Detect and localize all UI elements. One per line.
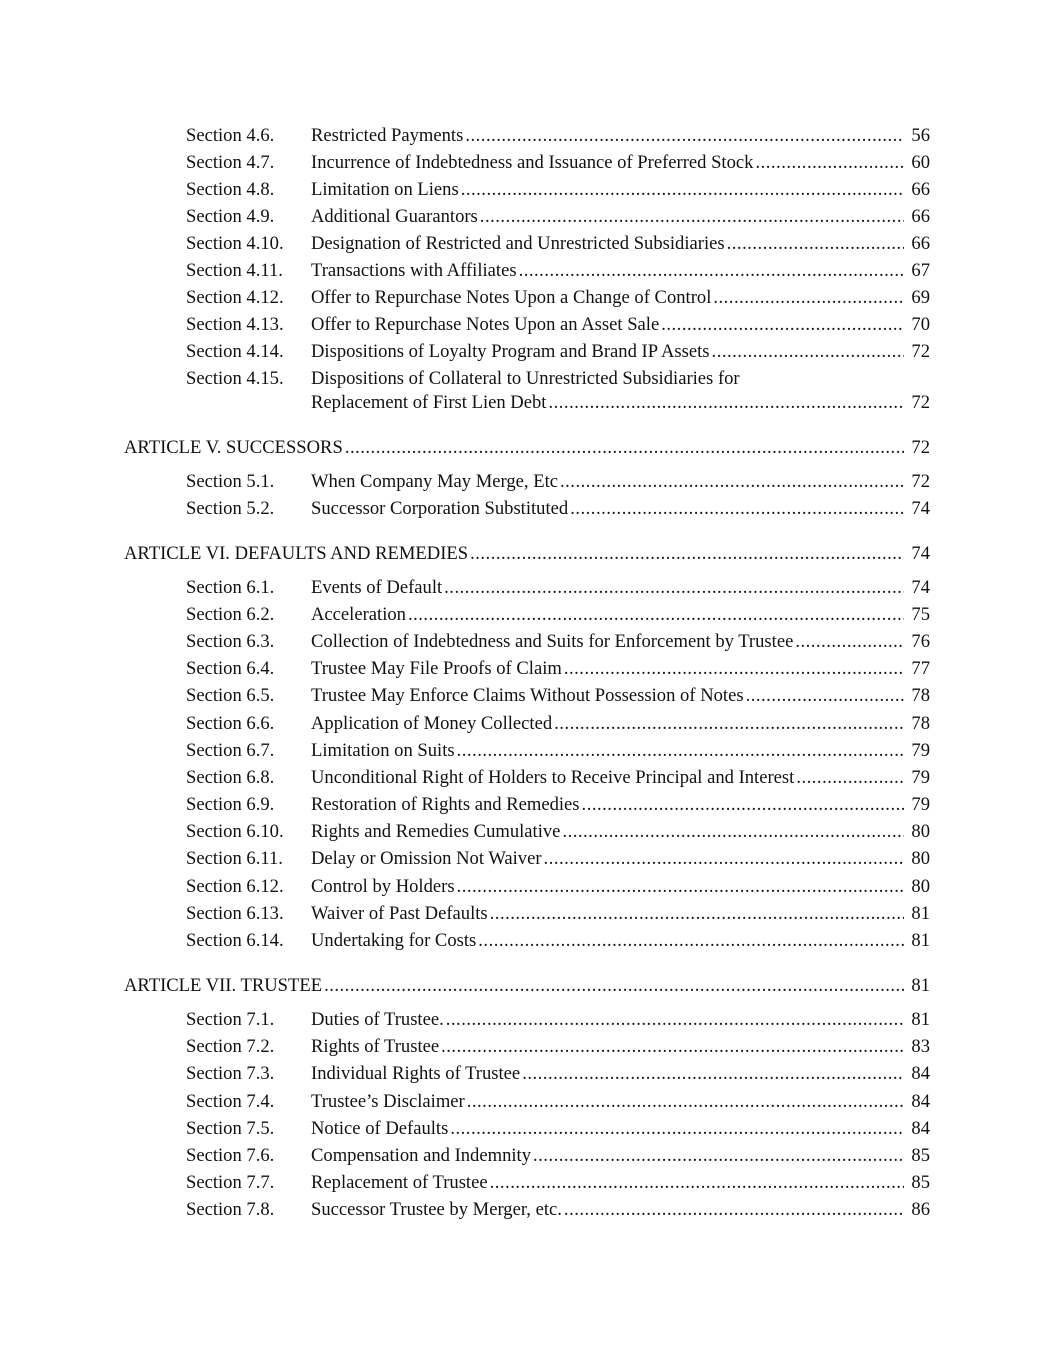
section-title: Acceleration [311, 604, 406, 625]
toc-entry[interactable] [0, 630, 1055, 654]
page-number: 78 [904, 684, 930, 708]
page-number: 70 [904, 313, 930, 337]
toc-entry[interactable] [0, 684, 1055, 708]
toc-entry[interactable] [0, 232, 1055, 256]
page-number: 60 [904, 151, 930, 175]
page-number: 79 [904, 739, 930, 763]
toc-entry[interactable] [0, 712, 1055, 736]
toc-entry[interactable] [0, 1090, 1055, 1114]
section-number: Section 4.8. [186, 179, 275, 200]
dot-leader [548, 391, 930, 415]
section-number: Section 7.5. [186, 1118, 275, 1139]
dot-leader [444, 576, 930, 600]
page-number: 81 [904, 1008, 930, 1032]
article-title: ARTICLE V. SUCCESSORS [124, 437, 343, 458]
section-number: Section 4.15. [186, 368, 284, 389]
section-number: Section 6.1. [186, 577, 275, 598]
section-number: Section 6.2. [186, 604, 275, 625]
section-title: Trustee’s Disclaimer [311, 1091, 465, 1112]
toc-entry[interactable] [0, 902, 1055, 926]
section-title: Successor Corporation Substituted [311, 498, 569, 519]
toc-entry[interactable] [0, 1144, 1055, 1168]
page-number: 85 [904, 1171, 930, 1195]
section-number: Section 4.10. [186, 233, 284, 254]
dot-leader [564, 1198, 930, 1222]
section-number: Section 6.10. [186, 821, 284, 842]
page-number: 84 [904, 1062, 930, 1086]
section-number: Section 7.6. [186, 1145, 275, 1166]
section-title: Offer to Repurchase Notes Upon a Change of Control [311, 287, 712, 308]
dot-leader [712, 340, 930, 364]
section-title: Unconditional Right of Holders to Receive Principal and Interest [311, 767, 795, 788]
page-number: 84 [904, 1090, 930, 1114]
section-title: Additional Guarantors [311, 206, 478, 227]
dot-leader [480, 205, 930, 229]
dot-leader [522, 1062, 930, 1086]
section-title: Control by Holders [311, 876, 455, 897]
page-number: 74 [904, 576, 930, 600]
toc-entry[interactable] [0, 847, 1055, 871]
section-number: Section 4.13. [186, 314, 284, 335]
section-title: Individual Rights of Trustee [311, 1063, 521, 1084]
page-number: 66 [904, 205, 930, 229]
toc-entry[interactable] [0, 340, 1055, 364]
dot-leader [746, 684, 930, 708]
toc-article-heading[interactable] [0, 436, 1055, 460]
dot-leader [446, 1008, 930, 1032]
page-number: 72 [904, 436, 930, 460]
section-title: Rights and Remedies Cumulative [311, 821, 561, 842]
section-number: Section 6.12. [186, 876, 284, 897]
article-title: ARTICLE VI. DEFAULTS AND REMEDIES [124, 543, 469, 564]
toc-entry[interactable] [0, 766, 1055, 790]
page-number: 85 [904, 1144, 930, 1168]
section-title: Dispositions of Loyalty Program and Brand IP Assets [311, 341, 710, 362]
section-number: Section 6.4. [186, 658, 275, 679]
page-number: 79 [904, 766, 930, 790]
section-title: Limitation on Liens [311, 179, 459, 200]
section-title: Restricted Payments [311, 125, 464, 146]
section-title: Events of Default [311, 577, 443, 598]
dot-leader [467, 1090, 930, 1114]
section-number: Section 4.11. [186, 260, 283, 281]
section-number: Section 6.13. [186, 903, 284, 924]
dot-leader [519, 259, 930, 283]
section-number: Section 7.3. [186, 1063, 275, 1084]
page-number: 77 [904, 657, 930, 681]
page-number: 81 [904, 974, 930, 998]
section-title: Transactions with Affiliates [311, 260, 517, 281]
toc-article-heading[interactable] [0, 542, 1055, 566]
section-number: Section 6.3. [186, 631, 275, 652]
section-number: Section 4.6. [186, 125, 275, 146]
dot-leader [544, 847, 930, 871]
dot-leader [441, 1035, 930, 1059]
page-number: 86 [904, 1198, 930, 1222]
section-title: Designation of Restricted and Unrestricted Subsidiaries [311, 233, 725, 254]
toc-entry[interactable] [0, 793, 1055, 817]
page-number: 80 [904, 875, 930, 899]
article-title: ARTICLE VII. TRUSTEE [124, 975, 323, 996]
section-title: Duties of Trustee. [311, 1009, 444, 1030]
section-number: Section 4.14. [186, 341, 284, 362]
section-number: Section 4.12. [186, 287, 284, 308]
section-number: Section 6.7. [186, 740, 275, 761]
page-number: 66 [904, 232, 930, 256]
page-number: 84 [904, 1117, 930, 1141]
toc-entry[interactable] [0, 178, 1055, 202]
page-number: 80 [904, 847, 930, 871]
section-title: Delay or Omission Not Waiver [311, 848, 542, 869]
dot-leader [560, 470, 930, 494]
toc-entry[interactable] [0, 739, 1055, 763]
page-number: 78 [904, 712, 930, 736]
section-number: Section 7.4. [186, 1091, 275, 1112]
page-number: 80 [904, 820, 930, 844]
page-number: 56 [904, 124, 930, 148]
section-number: Section 6.5. [186, 685, 275, 706]
dot-leader [582, 793, 930, 817]
section-title: Successor Trustee by Merger, etc. [311, 1199, 562, 1220]
toc-entry[interactable] [0, 929, 1055, 953]
toc-entry[interactable] [0, 259, 1055, 283]
section-title: Incurrence of Indebtedness and Issuance of Preferred Stock [311, 152, 754, 173]
toc-entry[interactable] [0, 367, 1055, 391]
section-title: Undertaking for Costs [311, 930, 477, 951]
toc-entry[interactable] [0, 470, 1055, 494]
page-number: 69 [904, 286, 930, 310]
page-number: 72 [904, 391, 930, 415]
dot-leader [408, 603, 930, 627]
toc-entry[interactable] [0, 1198, 1055, 1222]
section-title-line1: Dispositions of Collateral to Unrestricted Subsidiaries for [311, 368, 740, 389]
section-title: Offer to Repurchase Notes Upon an Asset Sale [311, 314, 660, 335]
section-title: Replacement of First Lien Debt [311, 392, 547, 413]
toc-article-heading[interactable] [0, 974, 1055, 998]
dot-leader [564, 657, 930, 681]
toc-entry[interactable] [0, 151, 1055, 175]
section-title: Rights of Trustee [311, 1036, 440, 1057]
page-number: 74 [904, 542, 930, 566]
dot-leader [490, 902, 930, 926]
section-title: Trustee May Enforce Claims Without Possession of Notes [311, 685, 744, 706]
toc-entry[interactable] [0, 1008, 1055, 1032]
page-number: 81 [904, 929, 930, 953]
toc-entry[interactable] [0, 657, 1055, 681]
toc-entry[interactable] [0, 820, 1055, 844]
toc-entry[interactable] [0, 603, 1055, 627]
section-title: Limitation on Suits [311, 740, 455, 761]
section-number: Section 7.1. [186, 1009, 275, 1030]
page-number: 74 [904, 497, 930, 521]
section-title: Collection of Indebtedness and Suits for Enforcement by Trustee [311, 631, 794, 652]
dot-leader [562, 820, 930, 844]
dot-leader [490, 1171, 930, 1195]
section-title: Notice of Defaults [311, 1118, 449, 1139]
section-number: Section 6.6. [186, 713, 275, 734]
toc-entry[interactable] [0, 1035, 1055, 1059]
dot-leader [570, 497, 930, 521]
dot-leader [465, 124, 930, 148]
dot-leader [461, 178, 930, 202]
section-number: Section 6.14. [186, 930, 284, 951]
section-number: Section 4.9. [186, 206, 275, 227]
dot-leader [554, 712, 930, 736]
section-number: Section 4.7. [186, 152, 275, 173]
page-number: 83 [904, 1035, 930, 1059]
page-number: 66 [904, 178, 930, 202]
section-number: Section 6.9. [186, 794, 275, 815]
section-number: Section 7.2. [186, 1036, 275, 1057]
page-number: 75 [904, 603, 930, 627]
section-title: When Company May Merge, Etc [311, 471, 558, 492]
toc-entry[interactable] [0, 313, 1055, 337]
dot-leader [457, 875, 930, 899]
toc-entry[interactable] [0, 1171, 1055, 1195]
dot-leader [713, 286, 930, 310]
page-number: 79 [904, 793, 930, 817]
section-number: Section 5.2. [186, 498, 275, 519]
dot-leader [345, 436, 930, 460]
section-title: Waiver of Past Defaults [311, 903, 488, 924]
page-number: 72 [904, 340, 930, 364]
page-number: 67 [904, 259, 930, 283]
toc-entry[interactable] [0, 124, 1055, 148]
toc-entry[interactable] [0, 286, 1055, 310]
dot-leader [661, 313, 930, 337]
dot-leader [324, 974, 930, 998]
section-title: Replacement of Trustee [311, 1172, 488, 1193]
dot-leader [470, 542, 930, 566]
section-number: Section 5.1. [186, 471, 275, 492]
page-number: 72 [904, 470, 930, 494]
section-number: Section 6.11. [186, 848, 283, 869]
dot-leader [450, 1117, 930, 1141]
toc-entry[interactable] [0, 497, 1055, 521]
section-number: Section 7.8. [186, 1199, 275, 1220]
toc-entry[interactable] [0, 1117, 1055, 1141]
section-title: Application of Money Collected [311, 713, 553, 734]
section-number: Section 7.7. [186, 1172, 275, 1193]
section-number: Section 6.8. [186, 767, 275, 788]
dot-leader [457, 739, 930, 763]
page-number: 76 [904, 630, 930, 654]
dot-leader [533, 1144, 930, 1168]
dot-leader [478, 929, 930, 953]
section-title: Trustee May File Proofs of Claim [311, 658, 562, 679]
section-title: Compensation and Indemnity [311, 1145, 531, 1166]
page-number: 81 [904, 902, 930, 926]
toc-entry[interactable] [0, 875, 1055, 899]
toc-entry[interactable] [0, 1062, 1055, 1086]
toc-entry-continuation[interactable] [0, 391, 1055, 415]
toc-entry[interactable] [0, 576, 1055, 600]
dot-leader [727, 232, 930, 256]
section-title: Restoration of Rights and Remedies [311, 794, 580, 815]
toc-entry[interactable] [0, 205, 1055, 229]
